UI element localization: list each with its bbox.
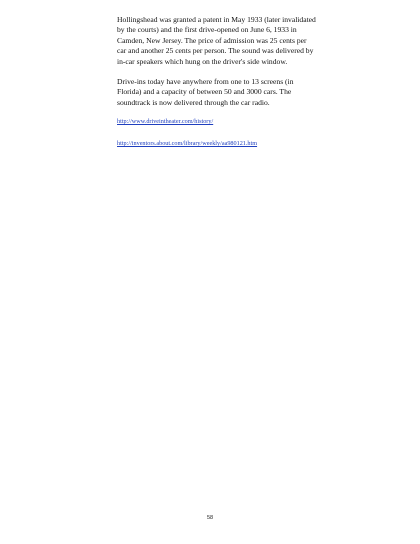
- link-driveintheater-history[interactable]: http://www.driveintheater.com/history/: [117, 118, 214, 126]
- page-number: 58: [206, 515, 214, 521]
- document-body: [117, 15, 317, 148]
- paragraph-drive-ins-today: Drive-ins today have anywhere from one to 13 screens (in Florida) and a capacity of between 50 and 3000 cars. The soundtrack is now delivered through the car radio.: [117, 77, 294, 107]
- paragraph-patent-history: Hollingshead was granted a patent in May 1933 (later invalidated by the courts) and the first drive-opened on June 6, 1933 in Camden, New Jersey. The price of admission was 25 cents per car and another 25 cents per person. The sound was delivered by in-car speakers which hung on the driver's side window.: [117, 15, 316, 66]
- link-inventors-about[interactable]: http://inventors.about.com/library/weekly/aa980121.htm: [117, 140, 258, 148]
